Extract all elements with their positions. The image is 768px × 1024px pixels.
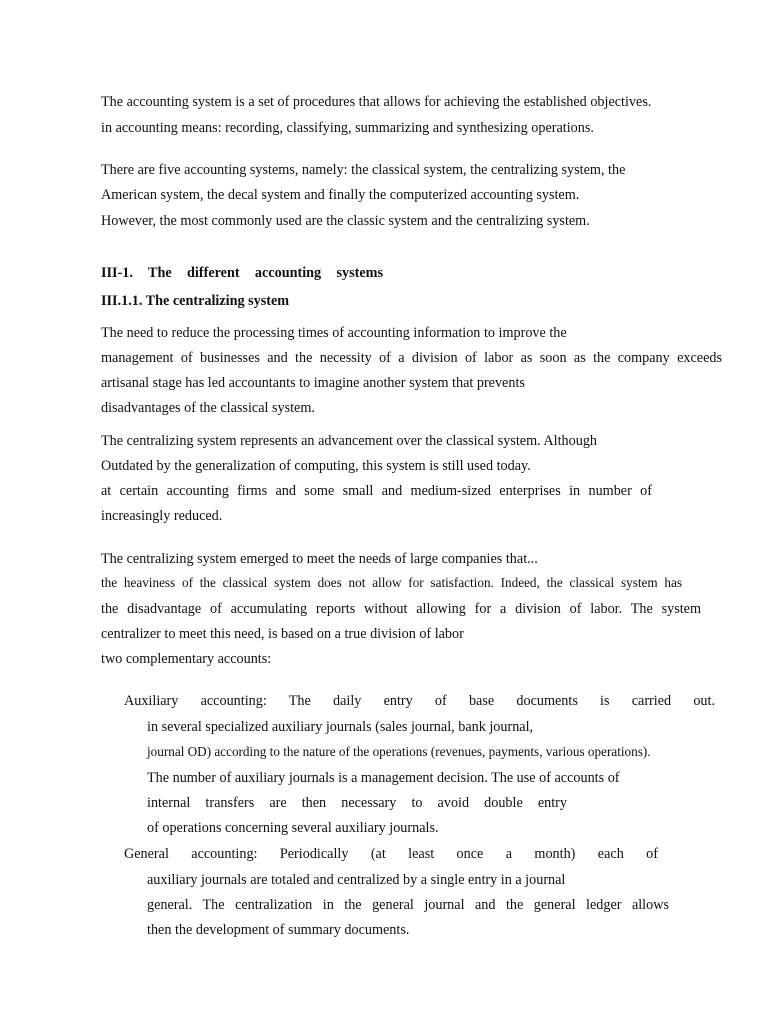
list-item-general-line-3: general. The centralization in the general journal and the general ledger allows	[147, 897, 669, 913]
paragraph-4-line-4: increasingly reduced.	[101, 508, 223, 524]
paragraph-4-line-3: at certain accounting firms and some small and medium-sized enterprises in number of	[101, 483, 652, 499]
paragraph-3-line-3: artisanal stage has led accountants to imagine another system that prevents	[101, 375, 525, 391]
paragraph-5-line-4: centralizer to meet this need, is based on a true division of labor	[101, 626, 464, 642]
list-item-auxiliary-line-6: of operations concerning several auxiliary journals.	[147, 820, 439, 836]
list-item-general-line-2: auxiliary journals are totaled and centralized by a single entry in a journal	[147, 872, 566, 888]
list-item-general-line-1: General accounting: Periodically (at least once a month) each of	[124, 846, 658, 862]
paragraph-3-line-4: disadvantages of the classical system.	[101, 400, 315, 416]
paragraph-1-line-1: The accounting system is a set of procedures that allows for achieving the established objectives.	[101, 94, 652, 110]
paragraph-4-line-2: Outdated by the generalization of computing, this system is still used today.	[101, 458, 531, 474]
paragraph-2-line-3: However, the most commonly used are the classic system and the centralizing system.	[101, 213, 590, 229]
list-item-auxiliary-line-1: Auxiliary accounting: The daily entry of base documents is carried out.	[124, 693, 715, 709]
paragraph-5-line-2: the heaviness of the classical system does not allow for satisfaction. Indeed, the classical system has	[101, 575, 682, 590]
paragraph-1-line-2: in accounting means: recording, classifying, summarizing and synthesizing operations.	[101, 120, 594, 136]
paragraph-3-line-1: The need to reduce the processing times of accounting information to improve the	[101, 325, 567, 341]
list-item-auxiliary-line-4: The number of auxiliary journals is a management decision. The use of accounts of	[147, 770, 620, 786]
paragraph-2-line-2: American system, the decal system and finally the computerized accounting system.	[101, 187, 580, 203]
paragraph-4-line-1: The centralizing system represents an advancement over the classical system. Although	[101, 433, 598, 449]
paragraph-3-line-2: management of businesses and the necessity of a division of labor as soon as the company exceeds	[101, 350, 722, 366]
paragraph-2-line-1: There are five accounting systems, namely: the classical system, the centralizing system, the	[101, 162, 626, 178]
section-heading: III-1. The different accounting systems	[101, 265, 383, 281]
list-item-auxiliary-line-5: internal transfers are then necessary to avoid double entry	[147, 795, 567, 811]
paragraph-5-line-3: the disadvantage of accumulating reports without allowing for a division of labor. The system	[101, 601, 701, 617]
list-item-auxiliary-line-2: in several specialized auxiliary journals (sales journal, bank journal,	[147, 719, 534, 735]
list-item-auxiliary-line-3: journal OD) according to the nature of the operations (revenues, payments, various operations).	[147, 744, 651, 759]
paragraph-5-line-1: The centralizing system emerged to meet the needs of large companies that...	[101, 551, 538, 567]
paragraph-5-line-5: two complementary accounts:	[101, 651, 272, 667]
subsection-heading: III.1.1. The centralizing system	[101, 293, 290, 309]
list-item-general-line-4: then the development of summary documents.	[147, 922, 410, 938]
